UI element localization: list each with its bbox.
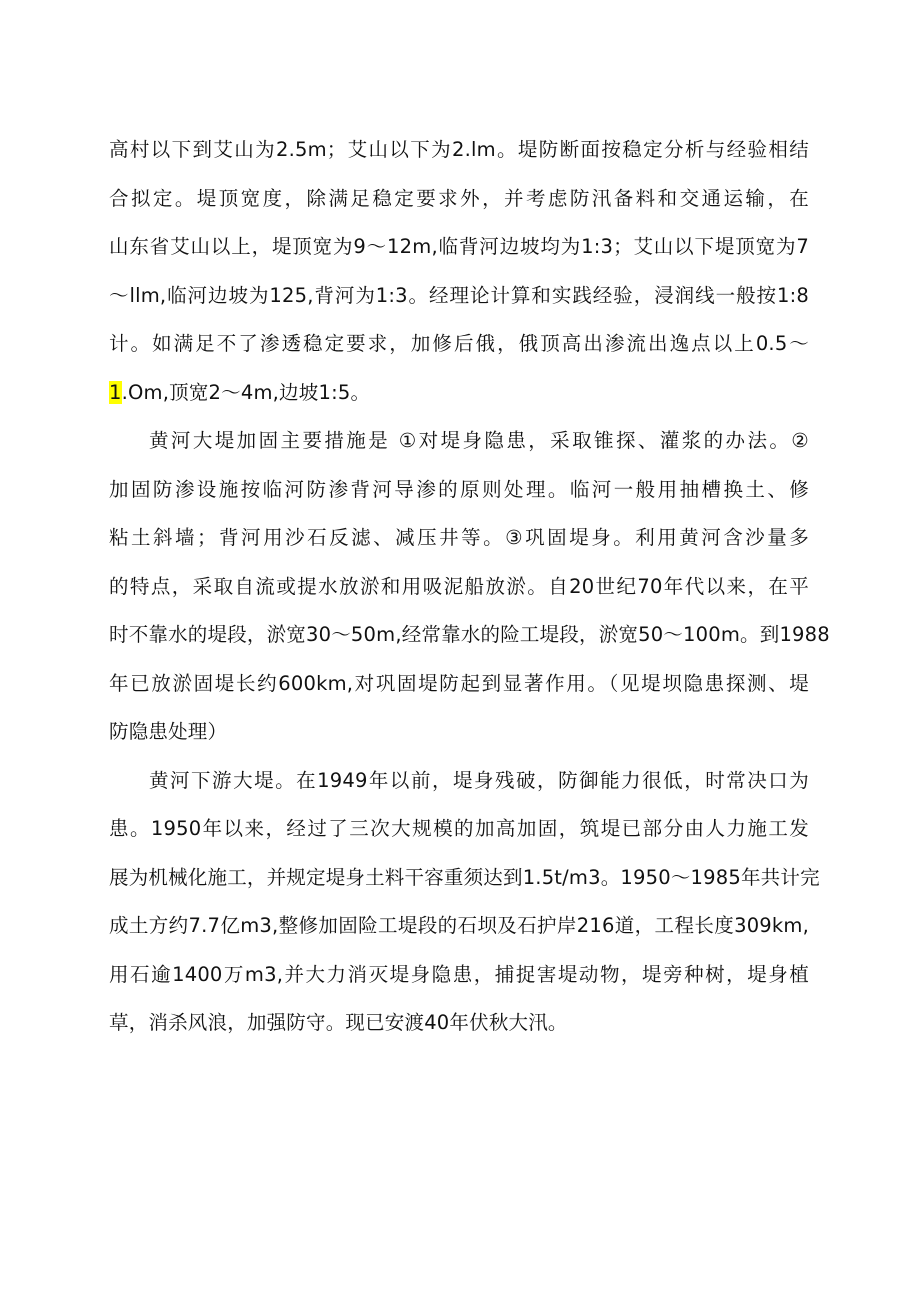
- text-line: ～llm,临河边坡为125,背河为1:3。经理论计算和实践经验，浸润线一般按1:8: [109, 283, 809, 307]
- text-line: 黄河大堤加固主要措施是 ①对堤身隐患，采取锥探、灌浆的办法。②: [149, 429, 809, 452]
- highlighted-text: 1: [109, 380, 122, 404]
- text-fragment: .Om,顶宽2～4m,边坡1:5。: [121, 380, 371, 404]
- text-line: 高村以下到艾山为2.5m；艾山以下为2.lm。堤防断面按稳定分析与经验相结: [109, 138, 809, 161]
- text-line: [109, 369, 809, 418]
- text-line: 黄河下游大堤。在1949年以前，堤身残破，防御能力很低，时常决口为: [149, 768, 809, 792]
- paragraph-2: [109, 417, 830, 757]
- text-line: 粘土斜墙；背河用沙石反滤、减压井等。③巩固堤身。利用黄河含沙量多: [109, 526, 809, 549]
- paragraph-3: [109, 757, 820, 1048]
- text-line: 时不靠水的堤段，淤宽30～50m,经常靠水的险工堤段，淤宽50～100m。到1988: [109, 623, 830, 646]
- text-line: 患。1950年以来，经过了三次大规模的加高加固，筑堤已部分由人力施工发: [109, 817, 809, 840]
- text-line: 成土方约7.7亿m3,整修加固险工堤段的石坝及石护岸216道，工程长度309km,: [109, 914, 809, 937]
- text-line: 加固防渗设施按临河防渗背河导渗的原则处理。临河一般用抽槽换土、修: [109, 477, 809, 501]
- text-line: 草，消杀风浪，加强防守。现已安渡40年伏秋大汛。: [109, 1011, 568, 1034]
- text-line: 防隐患处理）: [109, 720, 228, 743]
- paragraph-1: [109, 126, 809, 417]
- text-line: 计。如满足不了渗透稳定要求，加修后俄，俄顶高出渗流出逸点以上0.5～: [109, 332, 809, 355]
- text-line: 年已放淤固堤长约600km,对巩固堤防起到显著作用。（见堤坝隐患探测、堤: [109, 671, 809, 695]
- text-line: 用石逾1400万m3,并大力消灭堤身隐患，捕捉害堤动物，堤旁种树，堤身植: [109, 962, 809, 986]
- text-line: 展为机械化施工，并规定堤身土料干容重须达到1.5t/m3。1950～1985年共计完: [109, 865, 820, 889]
- text-line: 合拟定。堤顶宽度，除满足稳定要求外，并考虑防汛备料和交通运输，在: [109, 186, 809, 210]
- text-line: 山东省艾山以上，堤顶宽为9～12m,临背河边坡均为1:3；艾山以下堤顶宽为7: [109, 235, 809, 258]
- document-body: [109, 126, 830, 1048]
- text-line: 的特点，采取自流或提水放淤和用吸泥船放淤。自20世纪70年代以来，在平: [109, 574, 809, 598]
